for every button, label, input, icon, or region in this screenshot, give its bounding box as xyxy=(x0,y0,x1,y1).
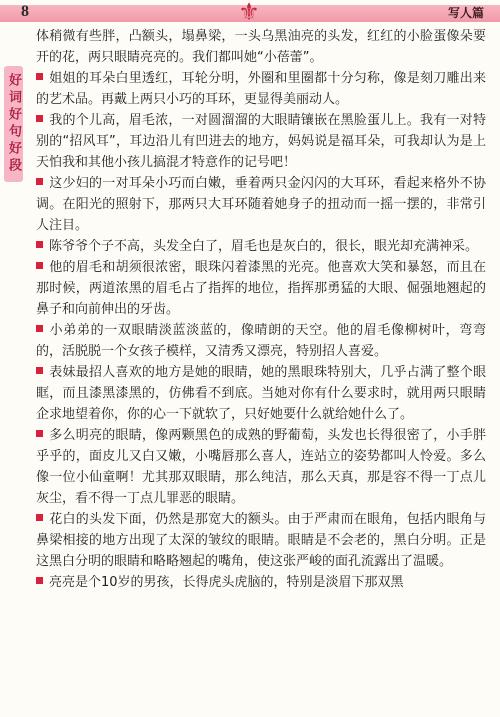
paragraph-text: 这少妇的一对耳朵小巧而白嫩，垂着两只金闪闪的大耳环，看起来格外不协调。在阳光的照射下，那两只大耳环随着她身子的扭动而一摇一摆的，非常引人注目。 xyxy=(36,176,486,233)
paragraph xyxy=(36,362,486,425)
paragraph xyxy=(36,26,486,68)
paragraph-text: 多么明亮的眼睛，像两颗黑色的成熟的野葡萄，头发也长得很密了，小手胖乎乎的，面皮儿又白又嫩，小嘴唇那么喜人，连站立的姿势都叫人怜爱。多么像一位小仙童啊！尤其那双眼睛，那么纯洁，那么天真，那是容不得一丁点儿灰尘，看不得一丁点儿罪恶的眼睛。 xyxy=(36,428,486,506)
paragraph-text: 亮亮是个10岁的男孩，长得虎头虎脑的，特别是淡眉下那双黑 xyxy=(49,575,404,590)
red-square-bullet-icon xyxy=(36,577,43,584)
page-header xyxy=(0,0,500,24)
section-title: 写人篇 xyxy=(447,6,484,20)
red-square-bullet-icon xyxy=(36,178,43,185)
red-square-bullet-icon xyxy=(36,430,43,437)
paragraph-text: 陈爷爷个子不高，头发全白了，眉毛也是灰白的，很长，眼光却充满神采。 xyxy=(49,239,479,254)
paragraph xyxy=(36,257,486,320)
red-square-bullet-icon xyxy=(36,262,43,269)
paragraph xyxy=(36,68,486,110)
paragraph xyxy=(36,110,486,173)
page-number: 8 xyxy=(21,3,29,20)
paragraph-text: 体稍微有些胖，凸额头，塌鼻梁，一头乌黑油亮的头发，红红的小脸蛋像朵要开的花，两只眼睛亮亮的。我们都叫她“小蓓蕾”。 xyxy=(36,29,486,65)
side-tab xyxy=(4,66,23,182)
paragraph-text: 小弟弟的一双眼睛淡蓝淡蓝的，像晴朗的天空。他的眉毛像柳树叶，弯弯的，活脱脱一个女孩子模样，又清秀又漂亮，特别招人喜爱。 xyxy=(36,323,486,359)
paragraph-text: 表妹最招人喜欢的地方是她的眼睛，她的黑眼珠特别大，几乎占满了整个眼眶，而且漆黑漆黑的，仿佛看不到底。当她对你有什么要求时，就用两只眼睛企求地望着你，你的心一下就软了，只好她要什么就给她什么了。 xyxy=(36,365,486,422)
red-square-bullet-icon xyxy=(36,73,43,80)
paragraph-text: 花白的头发下面，仍然是那宽大的额头。由于严肃而在眼角，包括内眼角与鼻梁相接的地方出现了太深的皱纹的眼睛。眼睛是不会老的，黑白分明。正是这黑白分明的眼睛和略略翘起的嘴角，使这张严峻的面孔流露出了温暖。 xyxy=(36,512,486,569)
red-square-bullet-icon xyxy=(36,241,43,248)
paragraph-text: 姐姐的耳朵白里透红，耳轮分明，外圈和里圈都十分匀称，像是刻刀雕出来的艺术品。再戴上两只小巧的耳环，更显得美丽动人。 xyxy=(36,71,486,107)
paragraph xyxy=(36,509,486,572)
side-tab-label: 好词好句好段 xyxy=(6,73,21,175)
paragraph xyxy=(36,236,486,257)
red-square-bullet-icon xyxy=(36,514,43,521)
red-square-bullet-icon xyxy=(36,325,43,332)
paragraph xyxy=(36,572,486,593)
red-square-bullet-icon xyxy=(36,367,43,374)
header-dots-left xyxy=(150,9,230,17)
paragraph xyxy=(36,425,486,509)
paragraph xyxy=(36,320,486,362)
red-square-bullet-icon xyxy=(36,115,43,122)
paragraph-text: 我的个儿高，眉毛浓，一对圆溜溜的大眼睛镶嵌在黑脸蛋儿上。我有一对特别的“招风耳”，耳边沿儿有凹进去的地方，妈妈说是福耳朵，可我却认为是上天怕我和其他小孩儿搞混才特意作的记号吧！ xyxy=(36,113,486,170)
header-dots-right xyxy=(268,9,348,17)
paragraph xyxy=(36,173,486,236)
fleur-de-lis-icon: ⚜ xyxy=(238,0,260,26)
page-content xyxy=(36,26,486,593)
paragraph-text: 他的眉毛和胡须很浓密，眼珠闪着漆黑的光亮。他喜欢大笑和暴怒，而且在那时候，两道浓黑的眉毛占了指挥的地位，指挥那勇猛的大眼、倔强地翘起的鼻子和向前伸出的牙齿。 xyxy=(36,260,486,317)
